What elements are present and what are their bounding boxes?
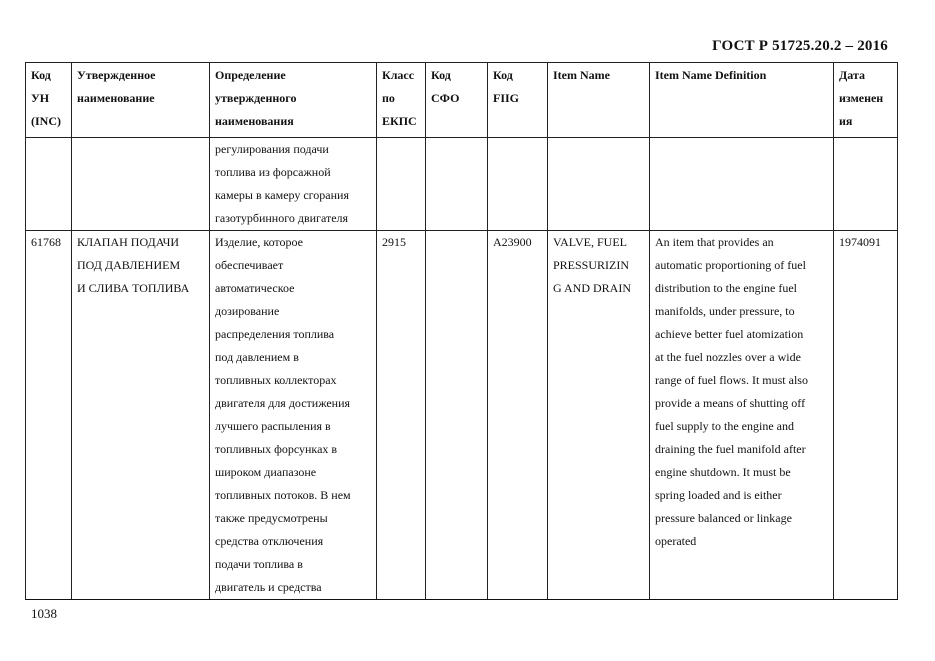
cell-sfo-code	[426, 138, 488, 231]
cell-approved-name: КЛАПАН ПОДАЧИ ПОД ДАВЛЕНИЕМ И СЛИВА ТОПЛИВА	[72, 231, 210, 600]
cell-definition: регулирования подачи топлива из форсажной камеры в камеру сгорания газотурбинного двигателя	[210, 138, 377, 231]
cell-item-name: VALVE, FUEL PRESSURIZIN G AND DRAIN	[548, 231, 650, 600]
cell-change-date	[834, 138, 898, 231]
cell-fiig-code	[488, 138, 548, 231]
header-ekps-class: Класс по ЕКПС	[377, 63, 426, 138]
cell-ekps-class	[377, 138, 426, 231]
document-code: ГОСТ Р 51725.20.2 – 2016	[712, 38, 888, 54]
cell-item-name	[548, 138, 650, 231]
header-item-name: Item Name	[548, 63, 650, 138]
cell-inc	[26, 138, 72, 231]
cell-fiig-code: A23900	[488, 231, 548, 600]
cell-item-name-definition	[650, 138, 834, 231]
cell-approved-name	[72, 138, 210, 231]
cell-definition: Изделие, которое обеспечивает автоматическое дозирование распределения топлива под давлением в топливных коллекторах двигателя для достижения лучшего распыления в топливных форсунках в широком диапазоне топливных потоков. В нем также предусмотрены средства отключения подачи топлива в двигатель и средства	[210, 231, 377, 600]
header-inc: Код УН (INC)	[26, 63, 72, 138]
catalog-table	[25, 62, 898, 600]
header-definition: Определение утвержденного наименования	[210, 63, 377, 138]
header-fiig-code: Код FIIG	[488, 63, 548, 138]
cell-sfo-code	[426, 231, 488, 600]
header-sfo-code: Код СФО	[426, 63, 488, 138]
cell-ekps-class: 2915	[377, 231, 426, 600]
page-number: 1038	[31, 606, 57, 621]
header-change-date: Дата изменен ия	[834, 63, 898, 138]
cell-inc: 61768	[26, 231, 72, 600]
header-approved-name: Утвержденное наименование	[72, 63, 210, 138]
header-item-name-definition: Item Name Definition	[650, 63, 834, 138]
table-row-entry	[26, 231, 898, 600]
cell-item-name-definition: An item that provides an automatic proportioning of fuel distribution to the engine fuel manifolds, under pressure, to achieve better fuel atomization at the fuel nozzles over a wide range of fuel flows. It must also provide a means of shutting off fuel supply to the engine and draining the fuel manifold after engine shutdown. It must be spring loaded and is either pressure balanced or linkage operated	[650, 231, 834, 600]
table-row-continuation	[26, 138, 898, 231]
cell-change-date: 1974091	[834, 231, 898, 600]
table-header-row	[26, 63, 898, 138]
